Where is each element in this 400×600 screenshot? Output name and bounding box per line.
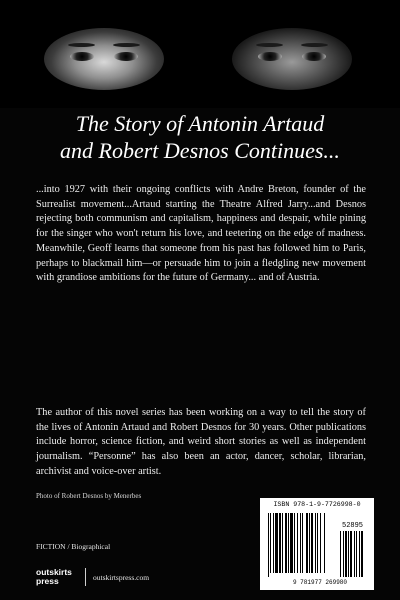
barcode-addon-bar <box>361 531 363 577</box>
barcode-addon-bar <box>345 531 347 577</box>
barcode-bar <box>288 513 289 573</box>
headline-line-2: and Robert Desnos Continues... <box>60 138 340 163</box>
headline <box>20 110 380 164</box>
eye-right <box>302 52 326 61</box>
barcode-bar <box>290 513 293 573</box>
publisher-divider <box>85 568 86 586</box>
barcode-bar <box>315 513 316 573</box>
eye-left <box>258 52 282 61</box>
brow-left <box>68 43 95 47</box>
barcode-box <box>260 498 374 590</box>
desnos-eyes <box>232 28 352 90</box>
barcode-bar <box>302 513 303 573</box>
barcode-addon-bar <box>350 531 352 577</box>
barcode-bar <box>282 513 283 573</box>
barcode-bar <box>311 513 313 573</box>
ean-digits: 9 781977 269980 <box>292 579 347 586</box>
artaud-eyes <box>44 28 164 90</box>
barcode-addon-bar <box>359 531 360 577</box>
brow-left <box>256 43 283 47</box>
author-bio-paragraph: The author of this novel series has been working on a way to tell the story of the lives of Antonin Artaud and Robert Desnos for 30 years. Other publications include horror, science fiction, and weird short stories as well as independent journalism. “Personne” has also been an actor, dancer, scholar, librarian, archivist and voice-over artist. <box>36 407 366 477</box>
isbn-text: ISBN 978-1-9-7726998-0 <box>273 501 361 508</box>
genre-label: FICTION / Biographical <box>36 542 111 551</box>
cover-eyes-image <box>0 0 400 108</box>
barcode-bar <box>324 513 325 573</box>
price-code: 52895 <box>342 522 364 530</box>
publisher-logo <box>36 568 78 586</box>
publisher-logo-line-1: outskirts <box>36 567 72 577</box>
publisher-logo-line-2: press <box>36 576 59 586</box>
barcode-bar <box>268 513 269 577</box>
barcode-bar <box>317 513 318 573</box>
barcode-bar <box>297 513 298 573</box>
barcode-bar <box>306 513 308 573</box>
barcode-bar <box>309 513 310 573</box>
barcode-addon-bar <box>343 531 344 577</box>
synopsis-paragraph: ...into 1927 with their ongoing conflicts with Andre Breton, founder of the Surrealist movement...Artaud starting the Theatre Alfred Jarry...and Desnos rejecting both communism and capitalism, happiness and despair, while pining for the singer who won't return his love, and teetering on the edge of madness. Meanwhile, Geoff learns that someone from his past has followed him to Paris, perhaps to blackmail him—or persuade him to join a fledgling new movement with grandiose ambitions for the future of Germany... and of Austria. <box>36 184 366 284</box>
publisher-url: outskirtspress.com <box>93 572 150 582</box>
brow-right <box>113 43 140 47</box>
eye-left <box>70 52 94 61</box>
barcode-bar <box>300 513 301 573</box>
barcode-addon-bar <box>340 531 341 577</box>
barcode-bar <box>320 513 321 573</box>
barcode-bar <box>279 513 281 573</box>
barcode-bar <box>273 513 274 573</box>
photo-credit: Photo of Robert Desnos by Menerbes <box>36 492 142 500</box>
barcode-bar <box>294 513 295 573</box>
barcode-bar <box>275 513 278 573</box>
barcode-addon-bar <box>354 531 355 577</box>
barcode-addon-bar <box>356 531 357 577</box>
barcode-bar <box>270 513 271 573</box>
publisher-block <box>36 566 149 588</box>
headline-line-1: The Story of Antonin Artaud <box>75 111 325 136</box>
barcode-addon-bar <box>348 531 349 577</box>
brow-right <box>301 43 328 47</box>
eye-right <box>114 52 138 61</box>
barcode-bar <box>285 513 287 573</box>
